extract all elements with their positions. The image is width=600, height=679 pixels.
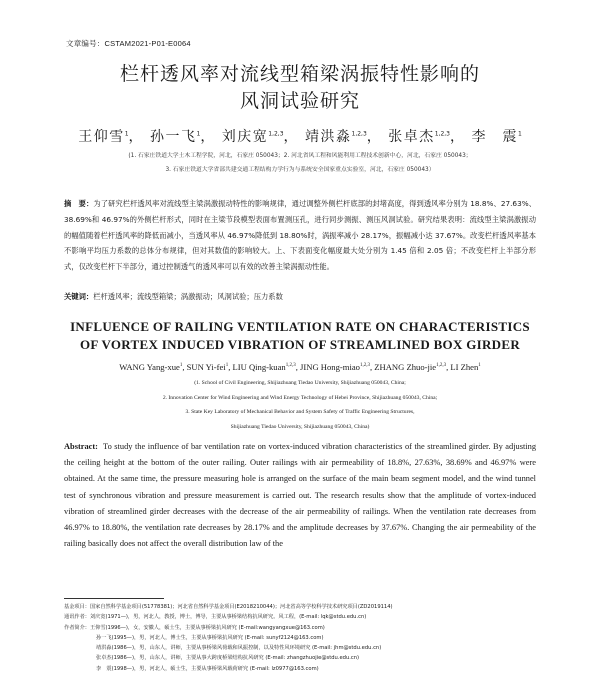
en-affiliation-line: (1. School of Civil Engineering, Shijiazhuang Tiedao University, Shijiazhuang 050043, China; xyxy=(194,380,406,386)
chinese-authors: 王仰雪$^1$， 孙一飞$^1$， 刘庆宽$^{1,2,3}$， 靖洪淼$^{1,2,3}$， 张卓杰$^{1,2,3}$， 李 震$^1$ xyxy=(78,129,522,145)
cn-abstract-label: 摘 要： xyxy=(64,199,94,208)
en-abstract-label: Abstract: xyxy=(64,442,98,451)
footnote-author-bio: 李 震(1998—)，男，河北人，硕士生，主要从事桥梁风载荷研究 (E-mail: lz0977@163.com) xyxy=(96,665,319,672)
cn-keywords-label: 关键词： xyxy=(64,292,94,301)
footnote-author-bio: 张卓杰(1986—)，男，山东人，讲师，主要从事大跨度桥梁结构抗风研究 (E-mail: zhangzhuojie@stdu.edu.cn) xyxy=(96,655,360,662)
english-abstract xyxy=(64,439,536,552)
footnote-funding: 基金项目：国家自然科学基金项目(51778381)；河北省自然科学基金项目(E2018210044)；河北省高等学校科学技术研究项目(ZD2019114) xyxy=(64,604,393,610)
footnotes xyxy=(64,602,544,674)
cn-author-affil-mark: 1,2,3 xyxy=(434,130,451,138)
en-author-affil-mark: 1 xyxy=(225,363,229,369)
en-author-name: ZHANG Zhuo-jie xyxy=(374,362,437,372)
cn-abstract-text: 为了研究栏杆透风率对流线型主梁涡激振动特性的影响规律，通过调整外侧栏杆底部的封堵高度，得到透风率分别为 18.8%、27.63%、38.69%和 46.97%的外侧栏杆形式，同时在主梁节段模型表面布置测压孔，进行同步测振、测压风洞试验。研究结果表明：流线型主梁涡激振动的幅值随着栏杆透风率的降低而减小，当透风率从 46.97%降低到 18.80%时，涡振率减小 28.17%，振幅减小达 37.67%。改变栏杆透风率基本不影响平均压力系数的总体分布规律，但对其数值的影响较大。上、下表面变化幅度最大处分别为 1.45 倍和 2.05 倍；不改变栏杆上半部分形式，仅改变栏杆下半部分，通过控制透气的透风率可以有效的改善主梁涡振动性能。 xyxy=(64,199,536,272)
cn-keywords-text: 栏杆透风率；流线型箱梁；涡激振动；风洞试验；压力系数 xyxy=(93,292,283,301)
en-author-affil-mark: 1,2,3 xyxy=(359,363,370,369)
en-author-affil-mark: 1 xyxy=(179,363,183,369)
article-number: 文章编号：CSTAM2021-P01-E0064 xyxy=(66,39,191,48)
en-author-name: LI Zhen xyxy=(450,362,479,372)
chinese-title-line-2: 风洞试验研究 xyxy=(239,90,360,112)
chinese-title-line-1: 栏杆透风率对流线型箱梁涡振特性影响的 xyxy=(119,63,480,85)
cn-author-name: 刘庆宽 xyxy=(221,129,269,145)
en-author-affil-mark: 1,2,3 xyxy=(285,363,296,369)
cn-author-affil-mark: 1 xyxy=(124,130,129,138)
cn-author-name: 靖洪淼 xyxy=(305,129,352,145)
en-author-name: JING Hong-miao xyxy=(300,362,360,372)
en-author-name: SUN Yi-fei xyxy=(186,362,226,372)
en-author-name: WANG Yang-xue xyxy=(119,362,180,372)
footnote-author-bio: 作者简介：王仰雪(1996—)，女，安徽人，硕士生，主要从事桥梁抗风研究 (E-mail:wangyangxue@163.com) xyxy=(64,624,325,631)
cn-author-name: 孙一飞 xyxy=(149,129,197,145)
en-affiliation-line: 2. Innovation Center for Wind Engineering and Wind Energy Technology of Hebei Province, Shijiazhuang 050043, China; xyxy=(162,395,438,401)
cn-author-affil-mark: 1 xyxy=(517,130,522,138)
en-author-affil-mark: 1,2,3 xyxy=(436,363,447,369)
en-author-affil-mark: 1 xyxy=(478,363,481,369)
footnote-corresponding-author: 通讯作者：刘庆宽(1971—)，男，河北人，教授，博士，博导，主要从事桥梁结构抗风研究。风工程，(E-mail: lqk@stdu.edu.cn) xyxy=(64,614,367,621)
footnote-divider xyxy=(64,598,164,599)
footnote-author-bio: 靖洪淼(1986—)，男，山东人，讲师，主要从事桥梁风荷载和风振控制，以及特性风环境研究 (E-mail: jhm@stdu.edu.cn) xyxy=(96,645,382,652)
cn-author-affil-mark: 1 xyxy=(196,130,201,138)
cn-affiliation-line: 3. 石家庄铁道大学省部共建交通工程结构力学行为与系统安全国家重点实验室，河北，石家庄 050043） xyxy=(165,167,435,173)
english-title xyxy=(40,318,560,354)
chinese-abstract xyxy=(64,196,536,275)
english-authors: WANG Yang-xue$^1$, SUN Yi-fei$^1$, LIU Qing-kuan$^{1,2,3}$, JING Hong-miao$^{1,2,3}$, ZHANG Zhuo-jie$^{1,2,3}$, LI Zhen$^1$ xyxy=(119,362,481,372)
english-title-line-1: INFLUENCE OF RAILING VENTILATION RATE ON CHARACTERISTICS xyxy=(70,319,530,334)
en-author-name: LIU Qing-kuan xyxy=(232,362,286,372)
cn-author-name: 张卓杰 xyxy=(388,129,435,145)
en-affiliation-line: Shijiazhuang Tiedao University, Shijiazhuang 050043, China) xyxy=(230,424,370,430)
english-title-line-2: OF VORTEX INDUCED VIBRATION OF STREAMLINED BOX GIRDER xyxy=(79,337,521,352)
chinese-keywords xyxy=(64,292,536,302)
cn-author-name: 李 震 xyxy=(471,129,518,145)
en-affiliation-line: 3. State Key Laboratory of Mechanical Behavior and System Safety of Traffic Engineering Structures, xyxy=(185,409,415,415)
footnote-author-bio: 孙一飞(1995—)，男，河北人，博士生，主要从事桥梁抗风研究 (E-mail: sunyf2124@163.com) xyxy=(96,634,324,641)
cn-author-affil-mark: 1,2,3 xyxy=(268,130,284,138)
en-abstract-text: To study the influence of bar ventilation rate on vortex-induced vibration characteristics of the streamlined girder. By adjusting the ceiling height at the bottom of the outer railing. Outer railings with air permeability of 18.8%, 27.63%, 38.69% and 46.97% were obtained. At the same time, the pressure measuring hole is arranged on the surface of the main beam segment model, and the wind tunnel test of synchronous vibration and pressure measurement is carried out. The research results show that the amplitude of vortex-induced vibration of streamlined girder decreases with the decrease of the air permeability of railings. When the ventilation rate decreases from 46.97% to 18.80%, the ventilation rate decreases by 28.17% and the amplitude decreases by 37.67%. Changing the air permeability of the railing basically does not affect the overall distribution law of the xyxy=(64,442,537,549)
cn-author-affil-mark: 1,2,3 xyxy=(351,130,367,138)
cn-author-name: 王仰雪 xyxy=(78,129,125,145)
cn-affiliation-line: (1. 石家庄铁道大学土木工程学院，河北，石家庄 050043；2. 河北省风工程和风能利用工程技术创新中心，河北，石家庄 050043； xyxy=(128,153,472,159)
